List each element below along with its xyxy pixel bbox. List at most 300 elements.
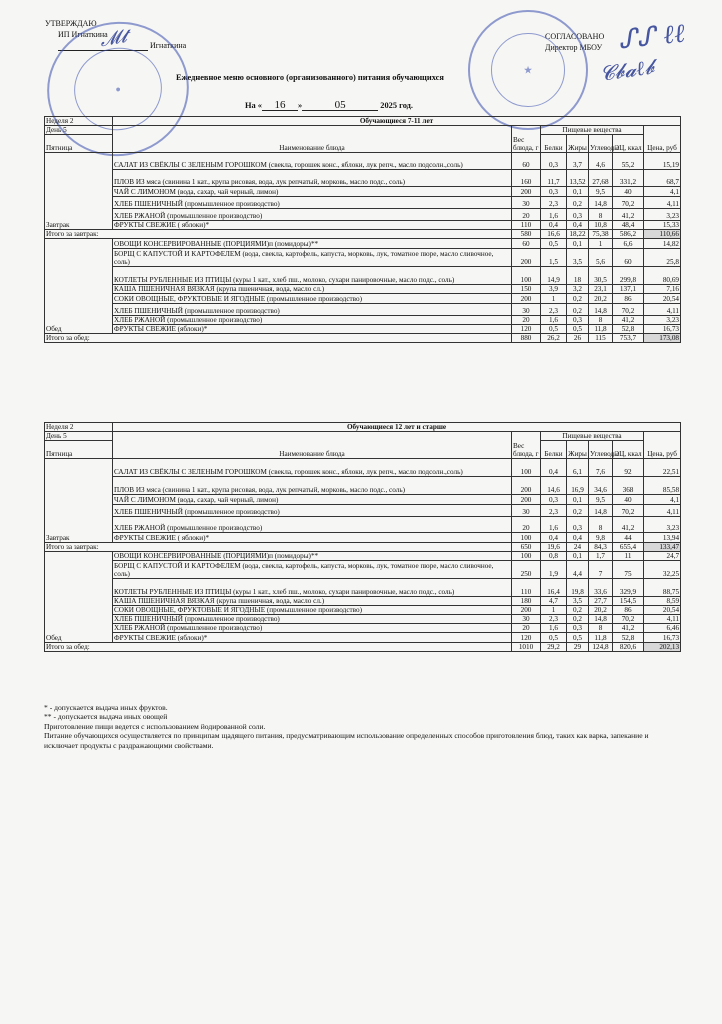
dish-value: 20 [512,517,541,533]
dish-value: 9,5 [589,495,613,505]
dish-value: 40 [613,495,644,505]
dish-value: 0,4 [541,459,567,477]
dish-value: 68,7 [644,170,681,187]
dish-value: 60 [512,239,541,249]
signature-right-top: ᔑᔑ ℓℓ [616,18,687,56]
table-row [45,334,681,343]
total-value: 110,66 [644,230,681,239]
dish-value: 0,3 [567,624,589,633]
dish-value: 11 [613,552,644,561]
date-day: 16 [262,100,298,111]
dish-value: 154,5 [613,597,644,606]
dish-value: 6,46 [644,624,681,633]
dish-value: 60 [512,153,541,170]
col-protein-header: Белки [541,135,567,153]
dish-value: 8 [589,209,613,221]
dish-value: 0,1 [567,239,589,249]
dish-value: 4,1 [644,495,681,505]
dish-value: 331,2 [613,170,644,187]
approve-org: ИП Игнаткина [58,30,108,39]
dish-value: 86 [613,606,644,615]
meal-label: Завтрак [45,459,113,543]
dish-value: 110 [512,579,541,597]
dish-value: 200 [512,495,541,505]
total-label: Итого за завтрак: [45,230,512,239]
table-row [45,249,681,267]
dish-value: 0,2 [567,606,589,615]
table-row [45,624,681,633]
day-label: День 5 [45,432,113,441]
total-value: 586,2 [613,230,644,239]
dish-name: ЧАЙ С ЛИМОНОМ (вода, сахар, чай черный, лимон) [113,495,512,505]
dish-name: САЛАТ ИЗ СВЁКЛЫ С ЗЕЛЕНЫМ ГОРОШКОМ (свекла, горошек конс., яблоки, лук репч., масло подсолн.,соль) [113,459,512,477]
dish-value: 100 [512,552,541,561]
dish-value: 3,5 [567,597,589,606]
total-value: 26,2 [541,334,567,343]
dish-value: 19,8 [567,579,589,597]
dish-value: 0,5 [541,325,567,334]
dish-value: 100 [512,533,541,543]
dish-value: 52,8 [613,325,644,334]
dish-value: 0,3 [541,153,567,170]
total-value: 880 [512,334,541,343]
dish-name: ОВОЩИ КОНСЕРВИРОВАННЫЕ (ПОРЦИЯМИ)п (помидоры)** [113,239,512,249]
dish-value: 0,3 [567,209,589,221]
dish-value: 8 [589,517,613,533]
dish-name: ХЛЕБ РЖАНОЙ (промышленное производство) [113,209,512,221]
dish-value: 14,6 [541,477,567,495]
meal-label: Завтрак [45,153,113,230]
dish-value: 1 [541,294,567,304]
dish-name: ХЛЕБ РЖАНОЙ (промышленное производство) [113,517,512,533]
dish-value: 0,8 [541,552,567,561]
note-3: Приготовление пищи ведется с использованием йодированной соли. [44,721,266,731]
dish-name: КАША ПШЕНИЧНАЯ ВЯЗКАЯ (крупа пшеничная, вода, масло сл.) [113,597,512,606]
dish-name: КОТЛЕТЫ РУБЛЕННЫЕ ИЗ ПТИЦЫ (куры 1 кат., хлеб пш., молоко, сухари панировочные, масло подс., соль) [113,267,512,285]
dish-value: 0,4 [541,221,567,230]
dish-value: 299,8 [613,267,644,285]
dish-value: 120 [512,325,541,334]
table-row [45,304,681,316]
dish-name: ХЛЕБ ПШЕНИЧНЫЙ (промышленное производство) [113,197,512,209]
dish-value: 22,51 [644,459,681,477]
dish-value: 1,6 [541,624,567,633]
dish-value: 14,8 [589,615,613,624]
notes [44,703,674,750]
table-row [45,543,681,552]
dish-name: ХЛЕБ РЖАНОЙ (промышленное производство) [113,624,512,633]
dish-value: 3,23 [644,517,681,533]
dish-value: 60 [613,249,644,267]
dish-value: 329,9 [613,579,644,597]
dish-value: 20,2 [589,606,613,615]
dish-value: 14,82 [644,239,681,249]
col-carb-header: Углеводы [589,135,613,153]
dish-value: 15,33 [644,221,681,230]
dish-value: 180 [512,597,541,606]
dish-value: 11,8 [589,325,613,334]
dish-value: 2,3 [541,304,567,316]
dish-value: 4,4 [567,561,589,579]
total-value: 29 [567,643,589,652]
dish-name: ХЛЕБ РЖАНОЙ (промышленное производство) [113,316,512,325]
dish-value: 1 [589,239,613,249]
dish-value: 120 [512,633,541,643]
doc-title: Ежедневное меню основного (организованного) питания обучающихся [176,73,444,82]
dish-value: 0,1 [567,187,589,197]
dish-name: СОКИ ОВОЩНЫЕ, ФРУКТОВЫЕ И ЯГОДНЫЕ (промышленное производство) [113,606,512,615]
table-row [45,432,681,441]
table-row [45,285,681,294]
total-value: 753,7 [613,334,644,343]
signature-right: 𝓒𝓫𝓪ℓ𝓫 [598,54,656,86]
agree-position: Директор МБОУ [545,43,603,52]
dish-value: 0,2 [567,505,589,517]
dish-name: ХЛЕБ ПШЕНИЧНЫЙ (промышленное производство) [113,505,512,517]
col-weight-header: Вес блюда, г [512,126,541,153]
dish-value: 20 [512,624,541,633]
total-value: 18,22 [567,230,589,239]
total-label: Итого за обед: [45,643,512,652]
dish-value: 41,2 [613,624,644,633]
dish-value: 200 [512,294,541,304]
dish-value: 16,73 [644,633,681,643]
dish-value: 41,2 [613,517,644,533]
total-value: 173,08 [644,334,681,343]
dish-value: 9,8 [589,533,613,543]
dish-value: 41,2 [613,209,644,221]
dish-value: 14,8 [589,304,613,316]
week-label: Неделя 2 [45,423,113,432]
dish-value: 0,4 [567,533,589,543]
dish-value: 40 [613,187,644,197]
dish-value: 0,3 [567,517,589,533]
dish-value: 20 [512,209,541,221]
date-month: 05 [302,100,378,111]
dish-value: 3,23 [644,209,681,221]
dish-name: КАША ПШЕНИЧНАЯ ВЯЗКАЯ (крупа пшеничная, вода, масло сл.) [113,285,512,294]
dish-value: 20,54 [644,294,681,304]
total-value: 202,13 [644,643,681,652]
dish-value: 4,6 [589,153,613,170]
total-value: 115 [589,334,613,343]
dish-value: 13,94 [644,533,681,543]
note-4: Питание обучающихся осуществляется по принципам щадящего питания, предусматривающим использование определенных способов приготовления блюд, таких как варка, запекание и исключает продукты с раздражающими свойствами. [44,731,649,750]
table-row [45,533,681,543]
table-row [45,477,681,495]
dish-value: 34,6 [589,477,613,495]
total-value: 580 [512,230,541,239]
dish-value: 0,2 [567,294,589,304]
dish-value: 3,23 [644,316,681,325]
dish-value: 200 [512,187,541,197]
dish-value: 8 [589,316,613,325]
dish-value: 3,7 [567,153,589,170]
total-value: 29,2 [541,643,567,652]
dish-value: 16,4 [541,579,567,597]
dish-name: ФРУКТЫ СВЕЖИЕ (яблоки)* [113,633,512,643]
table-row [45,153,681,170]
dish-value: 1,6 [541,316,567,325]
dish-value: 150 [512,285,541,294]
table-row [45,552,681,561]
total-value: 84,3 [589,543,613,552]
week-label: Неделя 2 [45,117,113,126]
dish-value: 20,54 [644,606,681,615]
col-fat-header: Жиры [567,135,589,153]
dish-value: 20 [512,316,541,325]
dish-value: 1,6 [541,517,567,533]
dish-name: ХЛЕБ ПШЕНИЧНЫЙ (промышленное производство) [113,615,512,624]
dish-name: ОВОЩИ КОНСЕРВИРОВАННЫЕ (ПОРЦИЯМИ)п (помидоры)** [113,552,512,561]
dish-value: 6,6 [613,239,644,249]
dish-value: 27,7 [589,597,613,606]
dish-value: 3,5 [567,249,589,267]
dish-value: 75 [613,561,644,579]
total-value: 820,6 [613,643,644,652]
dish-value: 30 [512,197,541,209]
dish-name: ФРУКТЫ СВЕЖИЕ ( яблоки)* [113,533,512,543]
dish-value: 1,7 [589,552,613,561]
dish-value: 0,2 [567,197,589,209]
dish-value: 18 [567,267,589,285]
table-row [45,643,681,652]
dish-value: 0,3 [541,187,567,197]
dish-value: 86 [613,294,644,304]
dish-name: ФРУКТЫ СВЕЖИЕ (яблоки)* [113,325,512,334]
dish-value: 160 [512,170,541,187]
dish-value: 0,5 [567,325,589,334]
approve-title: УТВЕРЖДАЮ [45,19,97,28]
dish-value: 7,6 [589,459,613,477]
total-value: 1010 [512,643,541,652]
dish-value: 0,4 [567,221,589,230]
total-label: Итого за завтрак: [45,543,512,552]
dish-value: 0,1 [567,495,589,505]
total-value: 133,47 [644,543,681,552]
table-row [45,505,681,517]
table-row [45,117,681,126]
dish-value: 1,9 [541,561,567,579]
weekday-label: Пятница [45,441,113,459]
col-energy-header: ЭЦ, ккал [613,441,644,459]
dish-value: 70,2 [613,615,644,624]
dish-value: 0,5 [567,633,589,643]
dish-value: 0,1 [567,552,589,561]
dish-value: 4,11 [644,304,681,316]
table-row [45,606,681,615]
total-value: 26 [567,334,589,343]
dish-value: 85,58 [644,477,681,495]
dish-value: 100 [512,459,541,477]
dish-value: 14,9 [541,267,567,285]
dish-value: 4,11 [644,197,681,209]
dish-value: 11,8 [589,633,613,643]
dish-value: 25,8 [644,249,681,267]
seal-right: ★ [468,10,588,130]
day-label: День 5 [45,126,113,135]
note-1: * - допускается выдача иных фруктов. [44,703,168,712]
dish-value: 100 [512,267,541,285]
dish-name: САЛАТ ИЗ СВЁКЛЫ С ЗЕЛЕНЫМ ГОРОШКОМ (свекла, горошек конс., яблоки, лук репч., масло подсолн.,соль) [113,153,512,170]
dish-value: 44 [613,533,644,543]
dish-value: 137,1 [613,285,644,294]
dish-value: 4,7 [541,597,567,606]
dish-value: 27,68 [589,170,613,187]
dish-value: 20,2 [589,294,613,304]
dish-value: 0,2 [567,304,589,316]
dish-value: 0,3 [567,316,589,325]
dish-name: ПЛОВ ИЗ мяса (свинина 1 кат., крупа рисовая, вода, лук репчатый, морковь, масло подс., соль) [113,170,512,187]
dish-value: 10,8 [589,221,613,230]
dish-value: 14,8 [589,505,613,517]
total-value: 24 [567,543,589,552]
table-row [45,495,681,505]
dish-value: 5,6 [589,249,613,267]
dish-name: СОКИ ОВОЩНЫЕ, ФРУКТОВЫЕ И ЯГОДНЫЕ (промышленное производство) [113,294,512,304]
seal-left: ● [35,9,202,170]
table-row [45,294,681,304]
dish-value: 30 [512,615,541,624]
dish-value: 16,73 [644,325,681,334]
dish-value: 1,5 [541,249,567,267]
dish-value: 14,8 [589,197,613,209]
table-row [45,316,681,325]
table-row [45,561,681,579]
dish-value: 70,2 [613,304,644,316]
dish-value: 0,2 [567,615,589,624]
dish-value: 70,2 [613,505,644,517]
dish-value: 16,9 [567,477,589,495]
dish-name: ХЛЕБ ПШЕНИЧНЫЙ (промышленное производство) [113,304,512,316]
table-row [45,423,681,432]
table-row [45,615,681,624]
dish-value: 33,6 [589,579,613,597]
meal-label: Обед [45,552,113,643]
dish-value: 23,1 [589,285,613,294]
total-value: 19,6 [541,543,567,552]
dish-value: 7 [589,561,613,579]
table-row [45,209,681,221]
dish-value: 41,2 [613,316,644,325]
group-title: Обучающиеся 7-11 лет [113,117,681,126]
total-value: 16,6 [541,230,567,239]
dish-value: 8 [589,624,613,633]
dish-value: 11,7 [541,170,567,187]
table-row [45,267,681,285]
dish-value: 2,3 [541,615,567,624]
dish-value: 32,25 [644,561,681,579]
dish-value: 200 [512,477,541,495]
dish-value: 9,5 [589,187,613,197]
dish-value: 2,3 [541,505,567,517]
col-protein-header: Белки [541,441,567,459]
dish-value: 24,7 [644,552,681,561]
dish-value: 55,2 [613,153,644,170]
dish-value: 0,5 [541,633,567,643]
dish-value: 4,11 [644,615,681,624]
dish-value: 3,2 [567,285,589,294]
table-row [45,239,681,249]
total-value: 655,4 [613,543,644,552]
dish-value: 30 [512,505,541,517]
table-row [45,517,681,533]
col-weight-header: Вес блюда, г [512,432,541,459]
dish-value: 1,6 [541,209,567,221]
total-value: 75,38 [589,230,613,239]
note-2: ** - допускается выдача иных овощей [44,712,168,722]
dish-value: 52,8 [613,633,644,643]
dish-value: 30,5 [589,267,613,285]
signature-left: 𝓜𝓽 [98,25,129,52]
weekday-label: Пятница [45,135,113,153]
col-energy-header: ЭЦ, ккал [613,135,644,153]
col-nutrients-header: Пищевые вещества [541,432,644,441]
dish-value: 250 [512,561,541,579]
table-row [45,459,681,477]
col-nutrients-header: Пищевые вещества [541,126,644,135]
table-row [45,197,681,209]
dish-value: 1 [541,606,567,615]
dish-value: 0,4 [541,533,567,543]
dish-value: 15,19 [644,153,681,170]
menu-table-12-plus [44,422,681,652]
dish-value: 200 [512,249,541,267]
dish-value: 48,4 [613,221,644,230]
group-title: Обучающиеся 12 лет и старше [113,423,681,432]
col-price-header: Цена, руб [644,432,681,459]
table-row [45,325,681,334]
col-name-header: Наименование блюда [113,126,512,153]
dish-value: 92 [613,459,644,477]
dish-value: 13,52 [567,170,589,187]
dish-value: 6,1 [567,459,589,477]
dish-value: 88,75 [644,579,681,597]
dish-value: 8,59 [644,597,681,606]
col-carb-header: Углеводы [589,441,613,459]
col-name-header: Наименование блюда [113,432,512,459]
total-label: Итого за обед: [45,334,512,343]
total-value: 124,8 [589,643,613,652]
dish-name: БОРЩ С КАПУСТОЙ И КАРТОФЕЛЕМ (вода, свекла, картофель, капуста, морковь, лук, томатное пюре, масло сливочное, соль) [113,561,512,579]
table-row [45,597,681,606]
dish-value: 7,16 [644,285,681,294]
dish-value: 3,9 [541,285,567,294]
dish-value: 2,3 [541,197,567,209]
agree-title: СОГЛАСОВАНО [545,32,605,41]
menu-table-7-11 [44,116,681,343]
dish-value: 200 [512,606,541,615]
dish-value: 4,1 [644,187,681,197]
total-value: 650 [512,543,541,552]
table-row [45,633,681,643]
dish-name: ФРУКТЫ СВЕЖИЕ ( яблоки)* [113,221,512,230]
date-line: На « 16 » 05 2025 год. [245,99,413,111]
dish-name: БОРЩ С КАПУСТОЙ И КАРТОФЕЛЕМ (вода, свекла, картофель, капуста, морковь, лук, томатное пюре, масло сливочное, соль) [113,249,512,267]
col-price-header: Цена, руб [644,126,681,153]
dish-name: ЧАЙ С ЛИМОНОМ (вода, сахар, чай черный, лимон) [113,187,512,197]
dish-value: 0,3 [541,495,567,505]
dish-value: 368 [613,477,644,495]
dish-name: КОТЛЕТЫ РУБЛЕННЫЕ ИЗ ПТИЦЫ (куры 1 кат., хлеб пш., молоко, сухари панировочные, масло подс., соль) [113,579,512,597]
table-row [45,230,681,239]
dish-value: 30 [512,304,541,316]
dish-value: 0,5 [541,239,567,249]
table-row [45,170,681,187]
dish-value: 110 [512,221,541,230]
dish-value: 4,11 [644,505,681,517]
approve-name: Игнаткина [150,41,187,50]
